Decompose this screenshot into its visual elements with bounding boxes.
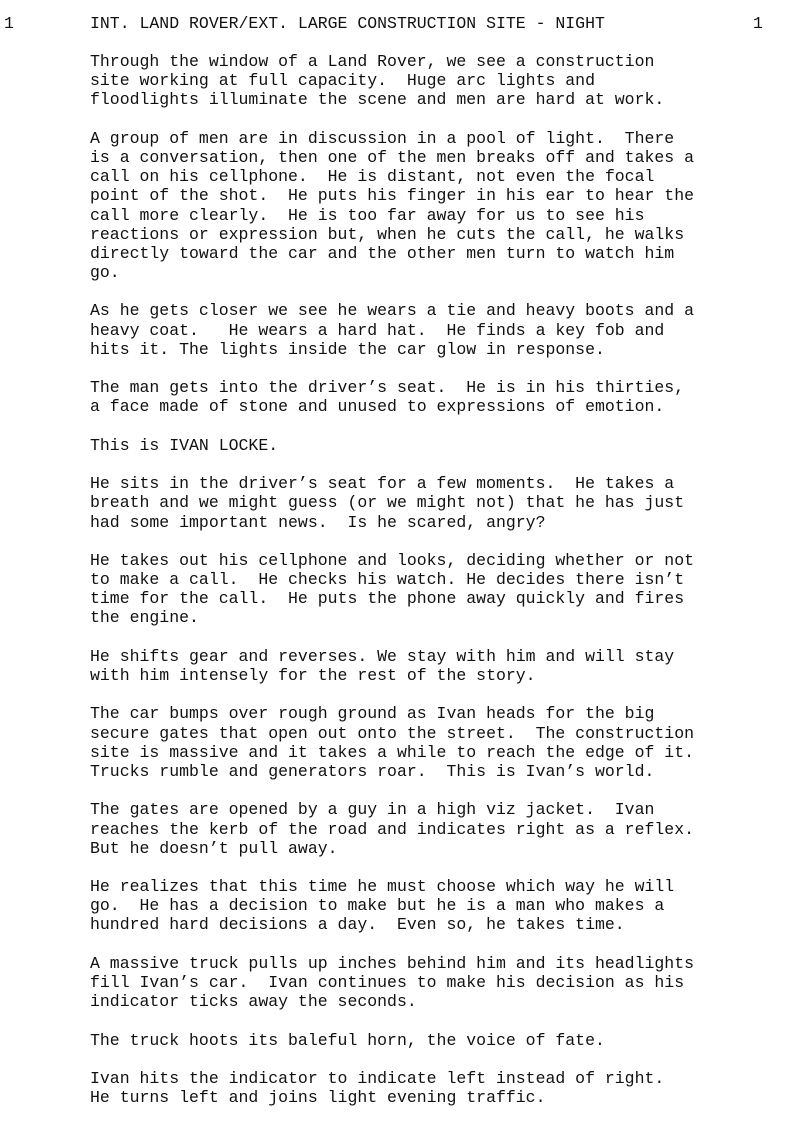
action-line: A massive truck pulls up inches behind him and its headlights — [90, 953, 694, 973]
action-line: site is massive and it takes a while to reach the edge of it. — [90, 742, 694, 762]
action-line: hundred hard decisions a day. Even so, he takes time. — [90, 915, 625, 935]
action-paragraph — [90, 129, 790, 283]
action-paragraph — [90, 474, 790, 532]
action-paragraph — [90, 647, 790, 685]
action-line: The car bumps over rough ground as Ivan heads for the big — [90, 704, 655, 724]
action-line: directly toward the car and the other men turn to watch him — [90, 243, 675, 263]
action-line: He takes out his cellphone and looks, deciding whether or not — [90, 550, 694, 570]
action-line: the engine. — [90, 608, 199, 628]
action-line: call on his cellphone. He is distant, not even the focal — [90, 167, 655, 187]
action-line: He realizes that this time he must choose which way he will — [90, 877, 675, 897]
action-paragraph — [90, 436, 790, 455]
action-line: As he gets closer we see he wears a tie and heavy boots and a — [90, 301, 694, 321]
scene-number-left: 1 — [4, 14, 14, 33]
action-paragraph — [90, 704, 790, 781]
action-line: He turns left and joins light evening traffic. — [90, 1088, 546, 1108]
action-line: This is IVAN LOCKE. — [90, 435, 279, 455]
action-paragraph — [90, 52, 790, 110]
action-line: reaches the kerb of the road and indicates right as a reflex. — [90, 819, 694, 839]
action-line: Through the window of a Land Rover, we see a construction — [90, 52, 655, 71]
action-line: A group of men are in discussion in a pool of light. There — [90, 128, 675, 148]
action-line: point of the shot. He puts his finger in his ear to hear the — [90, 186, 694, 206]
action-line: But he doesn’t pull away. — [90, 838, 338, 858]
action-line: heavy coat. He wears a hard hat. He finds a key fob and — [90, 320, 665, 340]
action-paragraph — [90, 877, 790, 935]
action-paragraph — [90, 954, 790, 1012]
action-line: Ivan hits the indicator to indicate left instead of right. — [90, 1068, 665, 1088]
action-line: go. He has a decision to make but he is a man who makes a — [90, 896, 665, 916]
action-line: is a conversation, then one of the men breaks off and takes a — [90, 147, 694, 167]
action-line: The truck hoots its baleful horn, the voice of fate. — [90, 1030, 605, 1050]
action-line: floodlights illuminate the scene and men are hard at work. — [90, 90, 665, 110]
action-line: Trucks rumble and generators roar. This is Ivan’s world. — [90, 761, 655, 781]
action-line: secure gates that open out onto the street. The construction — [90, 723, 694, 743]
action-line: hits it. The lights inside the car glow in response. — [90, 339, 605, 359]
action-line: a face made of stone and unused to expressions of emotion. — [90, 397, 665, 417]
action-line: He sits in the driver’s seat for a few moments. He takes a — [90, 474, 675, 494]
action-line: to make a call. He checks his watch. He decides there isn’t — [90, 570, 685, 590]
scene-heading: INT. LAND ROVER/EXT. LARGE CONSTRUCTION SITE - NIGHT — [90, 14, 605, 33]
action-line: with him intensely for the rest of the story. — [90, 666, 536, 685]
action-line: He shifts gear and reverses. We stay with him and will stay — [90, 646, 675, 666]
action-line: fill Ivan’s car. Ivan continues to make his decision as his — [90, 973, 685, 992]
action-line: reactions or expression but, when he cuts the call, he walks — [90, 224, 685, 244]
action-line: go. — [90, 263, 120, 283]
action-paragraph — [90, 1069, 790, 1107]
action-line: The gates are opened by a guy in a high viz jacket. Ivan — [90, 800, 655, 820]
action-block — [90, 52, 790, 1127]
action-line: site working at full capacity. Huge arc lights and — [90, 71, 595, 91]
action-line: had some important news. Is he scared, angry? — [90, 512, 546, 532]
scene-number-right: 1 — [753, 14, 763, 33]
action-line: The man gets into the driver’s seat. He is in his thirties, — [90, 378, 685, 398]
action-line: time for the call. He puts the phone away quickly and fires — [90, 589, 685, 609]
action-paragraph — [90, 551, 790, 628]
action-line: indicator ticks away the seconds. — [90, 992, 417, 1012]
action-paragraph — [90, 1031, 790, 1050]
action-line: call more clearly. He is too far away for us to see his — [90, 205, 645, 225]
action-line: breath and we might guess (or we might not) that he has just — [90, 493, 685, 513]
action-paragraph — [90, 301, 790, 359]
action-paragraph — [90, 378, 790, 416]
action-paragraph — [90, 800, 790, 858]
